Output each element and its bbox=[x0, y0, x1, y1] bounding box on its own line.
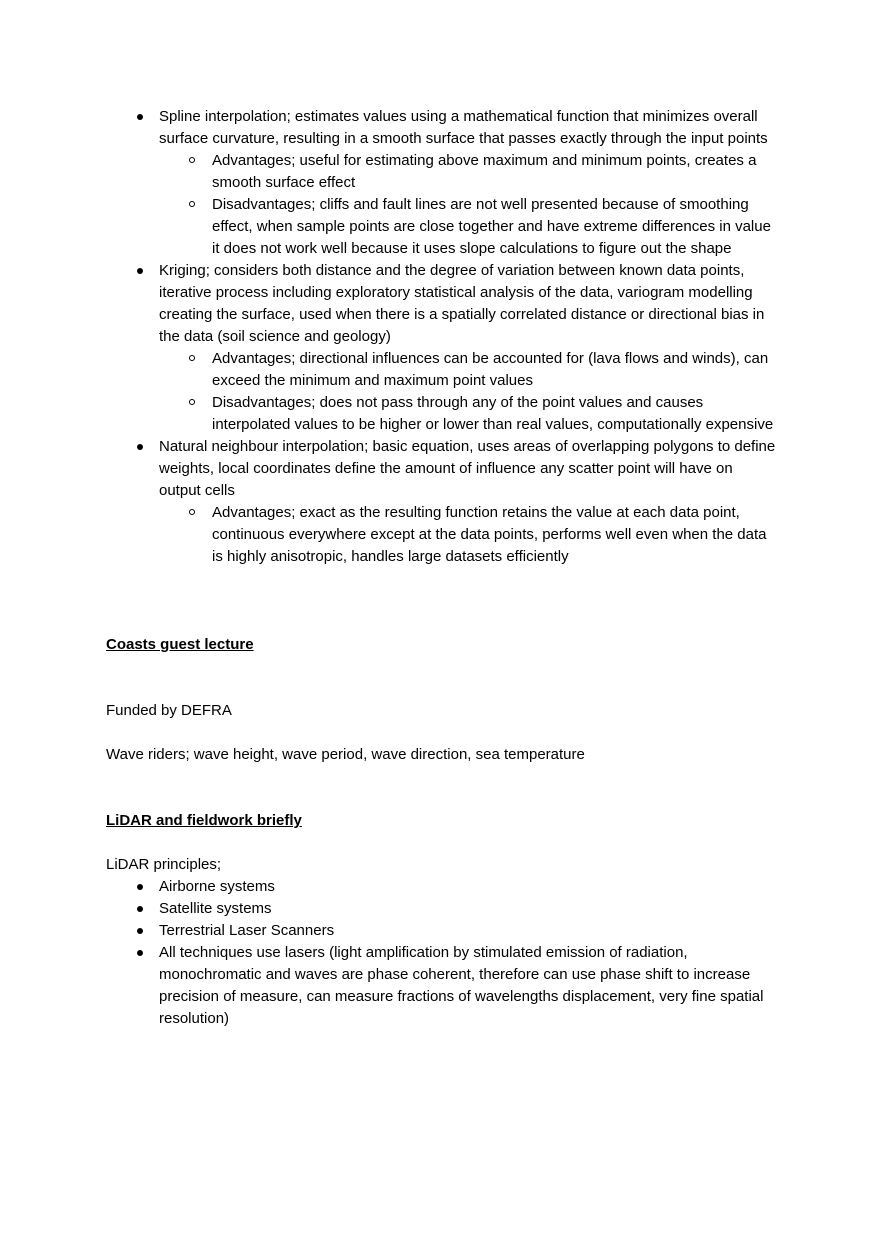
paragraph-funded-by: Funded by DEFRA bbox=[106, 702, 232, 719]
list-item-text: All techniques use lasers (light amplification by stimulated emission of radiation, monochromatic and waves are phase coherent, therefore can use phase shift to increase precision of measure, can measure fractions of wavelengths displacement, very fine spatial resolution) bbox=[159, 944, 764, 1027]
list-item bbox=[106, 898, 776, 920]
paragraph-lidar-principles: LiDAR principles; bbox=[106, 856, 222, 873]
bullet-hollow-icon bbox=[189, 157, 195, 163]
list-item bbox=[106, 436, 776, 502]
list-item-text: Natural neighbour interpolation; basic equation, uses areas of overlapping polygons to define weights, local coordinates define the amount of influence any scatter point will have on output cells bbox=[159, 438, 776, 499]
list-item bbox=[106, 942, 776, 1030]
list-item bbox=[106, 150, 776, 194]
bullet-hollow-icon bbox=[189, 509, 195, 515]
list-item-text: Advantages; exact as the resulting function retains the value at each data point, continuous everywhere except at the data points, performs well even when the data is highly anisotropic, handles large datasets efficiently bbox=[212, 504, 767, 565]
bullet-hollow-icon bbox=[189, 355, 195, 361]
interpolation-notes-list bbox=[106, 106, 776, 568]
bullet-filled-icon bbox=[137, 268, 143, 274]
list-item bbox=[106, 392, 776, 436]
list-item-text: Advantages; directional influences can be accounted for (lava flows and winds), can exceed the minimum and maximum point values bbox=[212, 350, 769, 389]
lidar-principles-list bbox=[106, 876, 776, 1030]
list-item bbox=[106, 106, 776, 150]
list-item-text: Disadvantages; cliffs and fault lines are not well presented because of smoothing effect, when sample points are close together and have extreme differences in value it does not work well because it uses slope calculations to figure out the shape bbox=[212, 196, 771, 257]
list-item bbox=[106, 348, 776, 392]
list-item-text: Disadvantages; does not pass through any of the point values and causes interpolated values to be higher or lower than real values, computationally expensive bbox=[212, 394, 774, 433]
bullet-filled-icon bbox=[137, 928, 143, 934]
list-item bbox=[106, 876, 776, 898]
paragraph-wave-riders: Wave riders; wave height, wave period, wave direction, sea temperature bbox=[106, 746, 585, 763]
list-item bbox=[106, 502, 776, 568]
list-item-text: Spline interpolation; estimates values using a mathematical function that minimizes overall surface curvature, resulting in a smooth surface that passes exactly through the input points bbox=[159, 108, 768, 147]
heading-coasts-guest-lecture: Coasts guest lecture bbox=[106, 636, 254, 653]
list-item-text: Terrestrial Laser Scanners bbox=[159, 922, 335, 939]
list-item bbox=[106, 194, 776, 260]
bullet-filled-icon bbox=[137, 444, 143, 450]
bullet-filled-icon bbox=[137, 884, 143, 890]
bullet-filled-icon bbox=[137, 950, 143, 956]
list-item-text: Kriging; considers both distance and the degree of variation between known data points, iterative process including exploratory statistical analysis of the data, variogram modelling creating the surface, used when there is a spatially correlated distance or directional bias in the data (soil science and geology) bbox=[159, 262, 765, 345]
bullet-filled-icon bbox=[137, 906, 143, 912]
list-item bbox=[106, 260, 776, 348]
list-item-text: Airborne systems bbox=[159, 878, 275, 895]
bullet-filled-icon bbox=[137, 114, 143, 120]
list-item-text: Advantages; useful for estimating above maximum and minimum points, creates a smooth surface effect bbox=[212, 152, 757, 191]
list-item bbox=[106, 920, 776, 942]
bullet-hollow-icon bbox=[189, 201, 195, 207]
heading-lidar-fieldwork: LiDAR and fieldwork briefly bbox=[106, 812, 302, 829]
bullet-hollow-icon bbox=[189, 399, 195, 405]
list-item-text: Satellite systems bbox=[159, 900, 272, 917]
